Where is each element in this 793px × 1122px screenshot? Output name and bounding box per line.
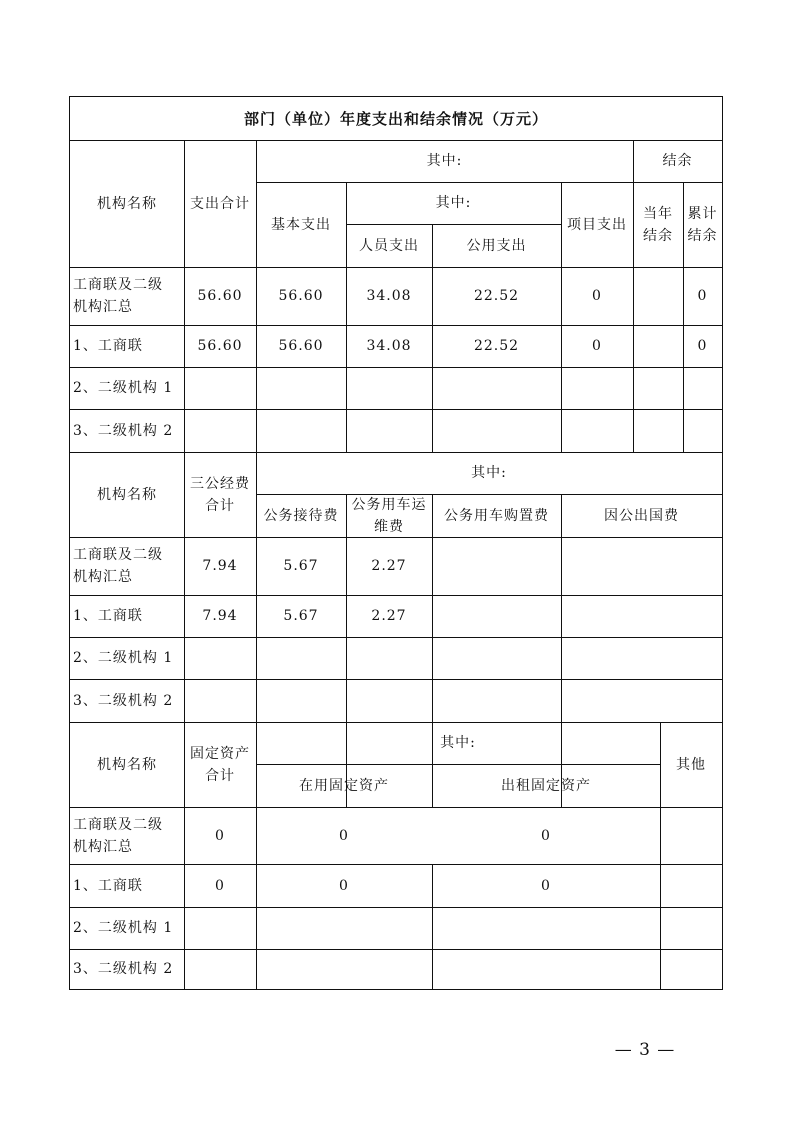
public-expense-header: 公用支出 [466, 237, 527, 254]
table-cell: 34.08 [366, 338, 412, 354]
table-row-name: 1、工商联 [73, 877, 143, 894]
table-cell: 22.52 [473, 338, 520, 354]
table-cell: 0 [697, 288, 708, 304]
expense-total-header: 支出合计 [190, 195, 250, 212]
among-header: 其中: [440, 735, 476, 751]
balance-header: 结余 [662, 153, 693, 169]
table-row-name: 2、二级机构 1 [73, 650, 174, 666]
table-row-name: 3、二级机构 2 [73, 692, 174, 709]
table-row-name: 3、二级机构 2 [73, 422, 174, 439]
table-cell [561, 595, 722, 637]
cumulative-balance-header: 累计 结余 [687, 205, 718, 244]
table-cell [432, 537, 561, 595]
table-cell: 34.08 [366, 288, 412, 304]
table-row-name: 工商联及二级 机构汇总 [73, 547, 163, 585]
table-cell: 2.27 [371, 558, 407, 574]
table-cell: 0 [541, 827, 551, 844]
leased-assets-header: 出租固定资产 [501, 777, 591, 794]
table-cell: 7.94 [202, 608, 238, 624]
vehicle-purchase-header: 公务用车购置费 [444, 507, 549, 524]
table-cell: 0 [592, 288, 602, 304]
org-name-header: 机构名称 [97, 195, 157, 212]
table-cell: 2.27 [371, 608, 407, 624]
basic-among-header: 其中: [435, 195, 472, 211]
table-row-name: 工商联及二级 机构汇总 [73, 816, 163, 855]
table-row-name: 1、工商联 [73, 338, 143, 354]
org-name-header: 机构名称 [97, 486, 157, 503]
table-cell: 5.67 [283, 608, 319, 624]
table-cell [633, 325, 683, 367]
table-cell: 0 [339, 827, 349, 844]
table-cell: 22.52 [473, 288, 520, 304]
table-cell [432, 595, 561, 637]
project-expense-header: 项目支出 [567, 216, 627, 233]
among-header: 其中: [471, 465, 507, 481]
basic-expense-header: 基本支出 [271, 216, 331, 233]
table-cell: 0 [215, 877, 225, 894]
current-year-balance-header: 当年 结余 [643, 205, 673, 244]
table-row-name: 2、二级机构 1 [73, 380, 174, 396]
table-cell: 5.67 [283, 558, 319, 574]
table-cell: 0 [541, 877, 551, 894]
table-cell: 56.60 [197, 288, 243, 304]
other-header: 其他 [676, 756, 706, 773]
table-row-name: 工商联及二级 机构汇总 [73, 277, 163, 315]
table-cell: 0 [339, 877, 349, 894]
table-cell [633, 267, 683, 325]
among-header: 其中: [426, 153, 463, 169]
table-cell [660, 807, 722, 864]
vehicle-ops-header: 公务用车运 维费 [351, 496, 427, 535]
in-use-assets-header: 在用固定资产 [299, 777, 389, 794]
table-cell: 0 [592, 338, 602, 354]
overseas-travel-header: 因公出国费 [604, 507, 679, 524]
table-row-name: 3、二级机构 2 [73, 961, 174, 977]
fixed-assets-total-header: 固定资产 合计 [190, 745, 250, 784]
page-number: — 3 — [614, 1040, 676, 1060]
table-cell [660, 864, 722, 907]
budget-table [69, 96, 723, 990]
table-cell: 7.94 [202, 558, 238, 574]
reception-expense-header: 公务接待费 [263, 507, 339, 524]
three-public-total-header: 三公经费 合计 [190, 475, 250, 514]
org-name-header: 机构名称 [97, 756, 157, 773]
table-cell: 0 [215, 827, 225, 844]
table-cell [561, 537, 722, 595]
table-cell: 0 [697, 338, 708, 354]
table-row-name: 2、二级机构 1 [73, 920, 174, 936]
table-cell: 56.60 [197, 338, 243, 354]
personnel-expense-header: 人员支出 [359, 237, 419, 254]
table-cell: 56.60 [278, 288, 324, 304]
table-cell: 56.60 [278, 338, 324, 354]
table-title: 部门（单位）年度支出和结余情况（万元） [243, 109, 548, 128]
table-row-name: 1、工商联 [73, 608, 143, 624]
